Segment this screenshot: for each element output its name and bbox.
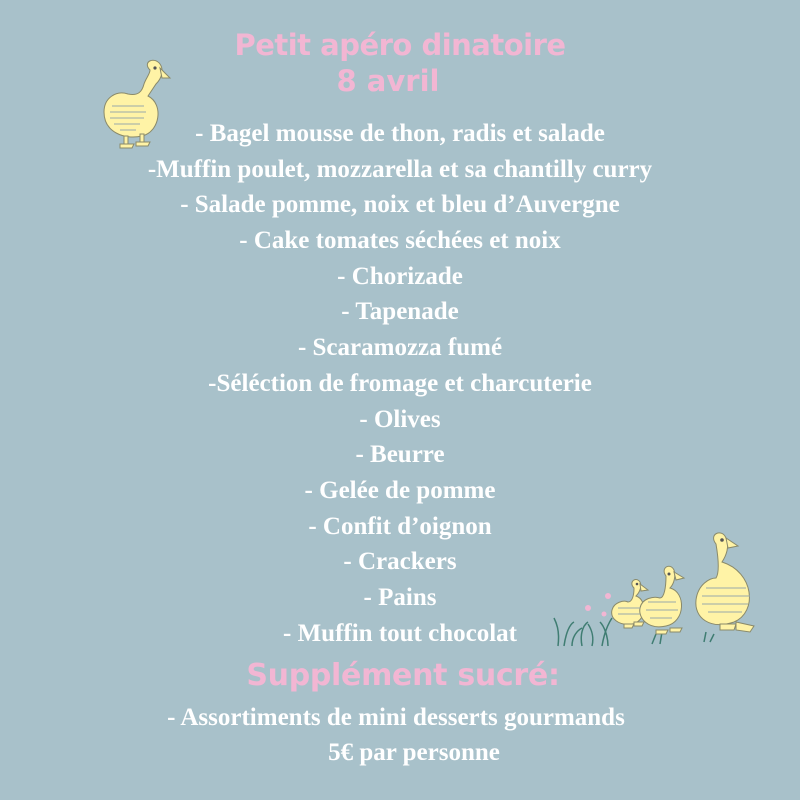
menu-item: - Salade pomme, noix et bleu d’Auvergne	[180, 191, 620, 219]
menu-item: -Séléction de fromage et charcuterie	[208, 369, 592, 397]
event-date: 8 avril	[336, 64, 440, 98]
menu-item: - Gelée de pomme	[304, 476, 496, 504]
supplement-price: 5€ par personne	[328, 739, 500, 766]
menu-item: - Crackers	[343, 548, 457, 576]
menu-item: - Bagel mousse de thon, radis et salade	[195, 120, 605, 147]
menu-item: - Muffin tout chocolat	[283, 619, 517, 647]
geese-family-illustration	[548, 526, 788, 650]
menu-item: - Pains	[363, 583, 437, 611]
supplement-item: - Assortiments de mini desserts gourmands	[167, 704, 625, 731]
menu-item: -Muffin poulet, mozzarella et sa chantilly curry	[147, 155, 653, 183]
menu-item: - Tapenade	[341, 298, 459, 326]
menu-item: - Olives	[359, 405, 441, 433]
menu-item: - Confit d’oignon	[308, 512, 492, 540]
supplement-title: Supplément sucré:	[246, 658, 560, 693]
menu-item: - Cake tomates séchées et noix	[239, 227, 561, 255]
menu-item: - Scaramozza fumé	[297, 334, 503, 362]
menu-item: - Chorizade	[337, 262, 463, 290]
goose-icon	[98, 56, 174, 152]
page-title: Petit apéro dinatoire	[234, 28, 566, 62]
menu-item: - Beurre	[355, 441, 445, 469]
